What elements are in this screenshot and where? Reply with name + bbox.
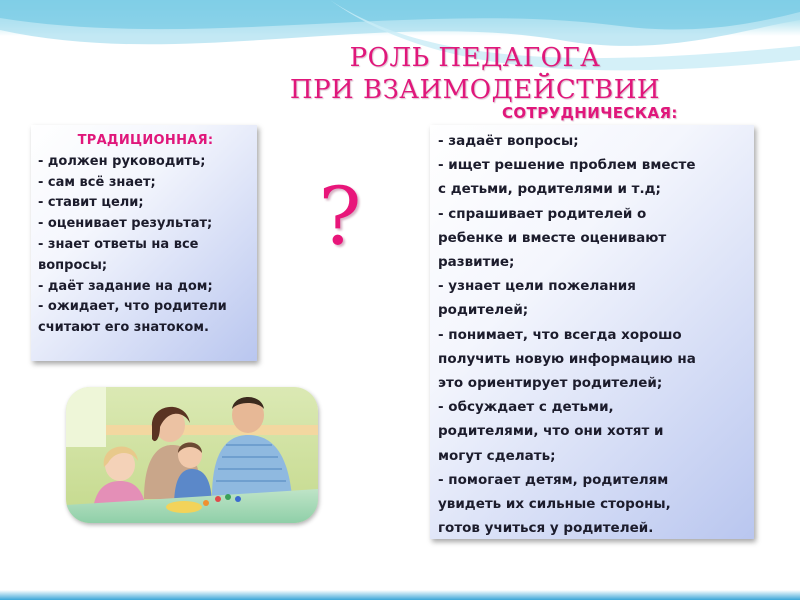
cooperative-line: - узнает цели пожелания xyxy=(438,278,636,295)
cooperative-line: - задаёт вопросы; xyxy=(438,133,579,149)
cooperative-line: - понимает, что всегда хорошо xyxy=(438,326,682,343)
cooperative-line: с детьми, родителями и т.д; xyxy=(438,181,661,198)
cooperative-line: - обсуждает с детьми, xyxy=(438,399,614,416)
traditional-line: - должен руководить; xyxy=(38,153,206,169)
cooperative-line: это ориентирует родителей; xyxy=(438,375,663,392)
cooperative-line: увидеть их сильные стороны, xyxy=(438,496,671,513)
traditional-line: - ожидает, что родители xyxy=(38,299,227,315)
question-mark: ? xyxy=(318,170,362,263)
cooperative-line: родителей; xyxy=(438,302,529,319)
traditional-line: - оценивает результат; xyxy=(38,216,213,232)
family-with-teacher-photo xyxy=(66,387,318,523)
cooperative-line: ребенке и вместе оценивают xyxy=(438,229,667,246)
cooperative-line: получить новую информацию на xyxy=(438,350,696,367)
traditional-line: - ставит цели; xyxy=(38,195,144,211)
cooperative-line: родителями, что они хотят и xyxy=(438,423,664,440)
slide-title-line-1: РОЛЬ ПЕДАГОГА xyxy=(349,43,601,73)
traditional-heading: ТРАДИЦИОННАЯ: xyxy=(77,133,214,148)
traditional-line: считают его знатоком. xyxy=(38,320,209,336)
cooperative-heading: СОТРУДНИЧЕСКАЯ: xyxy=(502,104,678,122)
traditional-line: - знает ответы на все xyxy=(38,236,199,252)
cooperative-line: - помогает детям, родителям xyxy=(438,471,669,488)
traditional-line: - сам всё знает; xyxy=(38,174,156,190)
photo-illustration xyxy=(66,387,318,523)
cooperative-line: готов учиться у родителей. xyxy=(438,520,654,537)
cooperative-role-box xyxy=(430,125,754,539)
traditional-role-box xyxy=(31,125,257,361)
cooperative-line: - спрашивает родителей о xyxy=(438,205,647,222)
slide-title-line-2: ПРИ ВЗАИМОДЕЙСТВИИ xyxy=(289,75,661,105)
cooperative-line: развитие; xyxy=(438,254,515,271)
cooperative-line: могут сделать; xyxy=(438,447,556,464)
slide-title xyxy=(240,42,710,106)
traditional-line: вопросы; xyxy=(38,257,108,273)
traditional-line: - даёт задание на дом; xyxy=(38,278,213,294)
bottom-decoration-band xyxy=(0,590,800,600)
cooperative-line: - ищет решение проблем вместе xyxy=(438,157,696,174)
